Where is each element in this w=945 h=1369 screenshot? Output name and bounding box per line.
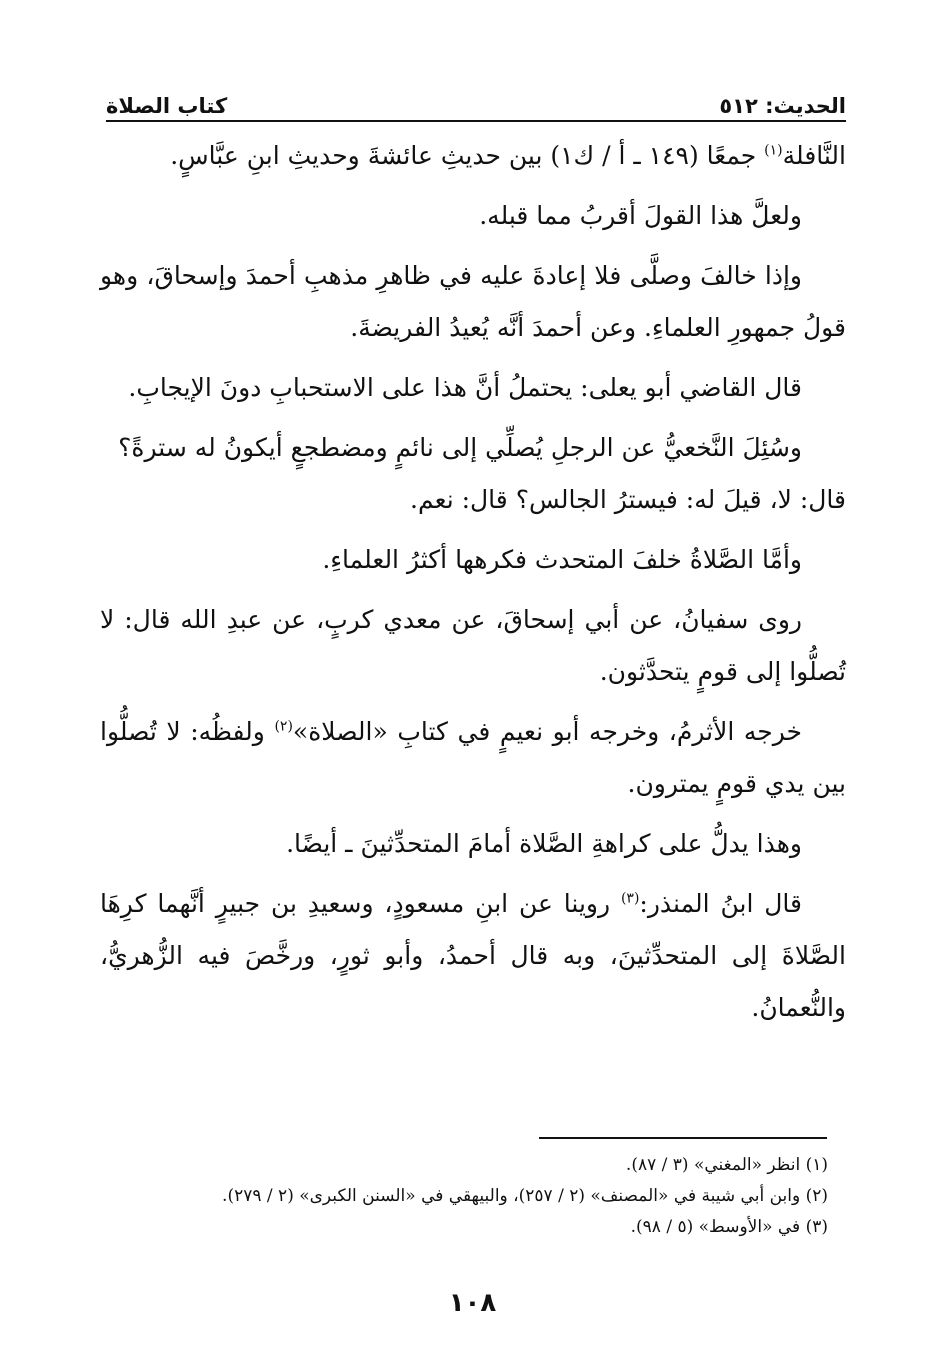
book-title: كتاب الصلاة bbox=[106, 94, 228, 118]
paragraph-text: روينا عن ابنِ مسعودٍ، وسعيدِ بن جبيرٍ أنَّهما كرِهَا الصَّلاةَ إلى المتحدِّثينَ، وبه قال أحمدُ، وأبو ثورٍ، ورخَّصَ فيه الزُّهريُّ، والنُّعمانُ. bbox=[100, 889, 846, 1022]
hadith-number-label: الحديث: ٥١٢ bbox=[719, 94, 846, 118]
paragraph-5-line-2: قال: لا، قيلَ له: فيسترُ الجالس؟ قال: نعم. bbox=[410, 485, 846, 514]
main-text bbox=[100, 130, 846, 1042]
paragraph-8 bbox=[100, 706, 846, 810]
running-header bbox=[106, 82, 846, 122]
paragraph-text: ولفظُه: لا تُصلُّوا بين يدي قومٍ يمترون. bbox=[100, 717, 846, 798]
page-number: ١٠٨ bbox=[448, 1288, 497, 1318]
paragraph-text: جمعًا (١٤٩ ـ أ / ك١) بين حديثِ عائشةَ وحديثِ ابنِ عبَّاسٍ. bbox=[170, 141, 765, 170]
paragraph-9: وهذا يدلُّ على كراهةِ الصَّلاة أمامَ المتحدِّثينَ ـ أيضًا. bbox=[286, 829, 802, 858]
paragraph-text: خرجه الأثرمُ، وخرجه أبو نعيمٍ في كتابِ «الصلاة» bbox=[292, 717, 802, 746]
footnote-2: (٢) وابن أبي شيبة في «المصنف» (٢ / ٢٥٧)، والبيهقي في «السنن الكبرى» (٢ / ٢٧٩). bbox=[222, 1186, 828, 1206]
paragraph-4: قال القاضي أبو يعلى: يحتملُ أنَّ هذا على الاستحبابِ دونَ الإيجابِ. bbox=[128, 373, 802, 402]
footnotes bbox=[100, 1150, 828, 1243]
footnote-ref-1[interactable]: (١) bbox=[764, 142, 783, 159]
paragraph-5-line-1: وسُئِلَ النَّخعيُّ عن الرجلِ يُصلِّي إلى نائمٍ ومضطجعٍ أيكونُ له سترةً؟ bbox=[118, 433, 802, 462]
footnote-ref-2[interactable]: (٢) bbox=[274, 718, 293, 735]
paragraph-text: قال ابنُ المنذر: bbox=[639, 889, 802, 918]
footnote-3: (٣) في «الأوسط» (٥ / ٩٨). bbox=[630, 1217, 828, 1237]
paragraph-5 bbox=[100, 422, 846, 474]
footnote-1: (١) انظر «المغني» (٣ / ٨٧). bbox=[625, 1155, 828, 1175]
paragraph-3: وإذا خالفَ وصلَّى فلا إعادةَ عليه في ظاهرِ مذهبِ أحمدَ وإسحاقَ، وهو قولُ جمهورِ العلماءِ. وعن أحمدَ أنَّه يُعيدُ الفريضةَ. bbox=[100, 261, 846, 342]
paragraph-text: النَّافلة bbox=[782, 141, 846, 170]
paragraph-7: روى سفيانُ، عن أبي إسحاقَ، عن معدي كربٍ، عن عبدِ الله قال: لا تُصلُّوا إلى قومٍ يتحدَّثون. bbox=[100, 605, 846, 686]
paragraph-10 bbox=[100, 878, 846, 1034]
footnote-divider bbox=[539, 1137, 827, 1139]
footnote-ref-3[interactable]: (٣) bbox=[620, 890, 640, 907]
paragraph-6: وأمَّا الصَّلاةُ خلفَ المتحدث فكرهها أكثرُ العلماءِ. bbox=[322, 545, 802, 574]
paragraph-1 bbox=[100, 130, 846, 182]
paragraph-2: ولعلَّ هذا القولَ أقربُ مما قبله. bbox=[479, 201, 802, 230]
paragraph-5-continued bbox=[100, 474, 846, 526]
